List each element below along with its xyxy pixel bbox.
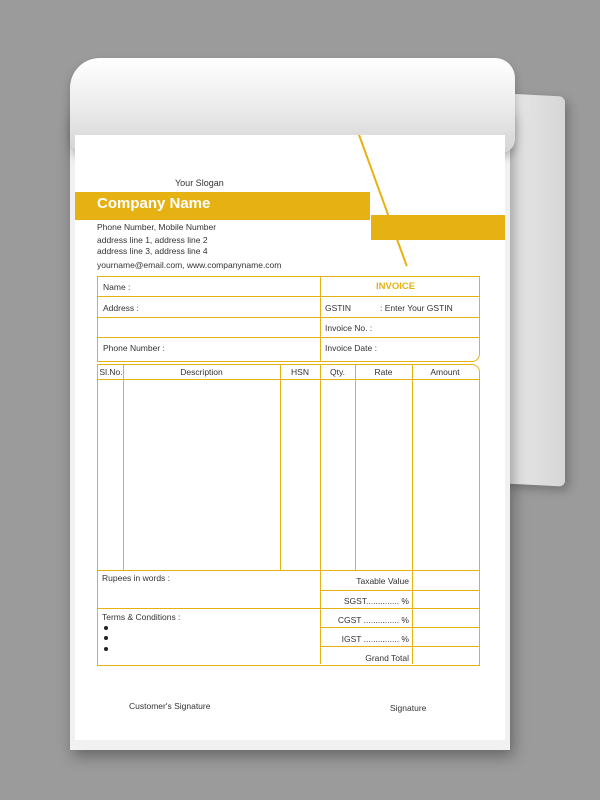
col-divider: [412, 364, 413, 664]
address-line-1: address line 1, address line 2: [97, 235, 208, 245]
customer-signature-label: Customer's Signature: [129, 701, 211, 711]
col-divider: [123, 364, 124, 570]
invoice-date-label: Invoice Date :: [325, 343, 377, 353]
igst-label: IGST ............... %: [341, 634, 409, 644]
signature-label: Signature: [390, 703, 427, 713]
pad-back-pages: [505, 93, 565, 486]
taxable-value-label: Taxable Value: [356, 576, 409, 586]
cgst-label: CGST ............... %: [337, 615, 409, 625]
bullet-dot: [104, 626, 108, 630]
phone-text: Phone Number, Mobile Number: [97, 222, 217, 232]
accent-band: [371, 215, 505, 240]
invoice-no-label: Invoice No. :: [325, 323, 373, 333]
totals-row-line: [320, 646, 480, 647]
invoice-title: INVOICE: [376, 281, 416, 292]
bullet-dot: [104, 647, 108, 651]
terms-label: Terms & Conditions :: [102, 612, 181, 622]
table-header-line: [97, 379, 480, 380]
totals-row-line: [320, 627, 480, 628]
col-header-qty: Qty.: [330, 367, 345, 377]
info-row-line: [97, 296, 480, 297]
col-divider: [355, 364, 356, 570]
slogan: Your Slogan: [175, 178, 224, 188]
info-divider: [320, 276, 321, 361]
company-name: Company Name: [97, 195, 211, 212]
rupees-label: Rupees in words :: [102, 573, 171, 583]
info-row-line: [97, 317, 480, 318]
footer-top-line: [97, 570, 480, 571]
totals-row-line: [97, 608, 480, 609]
totals-row-line: [320, 590, 480, 591]
name-label: Name :: [103, 282, 131, 292]
col-header-description: Description: [180, 367, 223, 377]
gstin-label: GSTIN: [325, 303, 351, 313]
web-text: yourname@email.com, www.companyname.com: [97, 260, 282, 270]
col-divider: [280, 364, 281, 570]
gstin-value: : Enter Your GSTIN: [380, 303, 453, 313]
info-row-line: [97, 337, 480, 338]
address-line-2: address line 3, address line 4: [97, 246, 208, 256]
invoice-sheet: [75, 135, 505, 740]
col-header-slno: Sl.No.: [99, 367, 123, 377]
col-header-amount: Amount: [430, 367, 460, 377]
col-header-hsn: HSN: [291, 367, 309, 377]
col-header-rate: Rate: [374, 367, 393, 377]
phone-label: Phone Number :: [103, 343, 165, 353]
sgst-label: SGST.............. %: [343, 596, 409, 606]
grand-total-label: Grand Total: [365, 653, 409, 663]
address-label: Address :: [103, 303, 139, 313]
bullet-dot: [104, 636, 108, 640]
